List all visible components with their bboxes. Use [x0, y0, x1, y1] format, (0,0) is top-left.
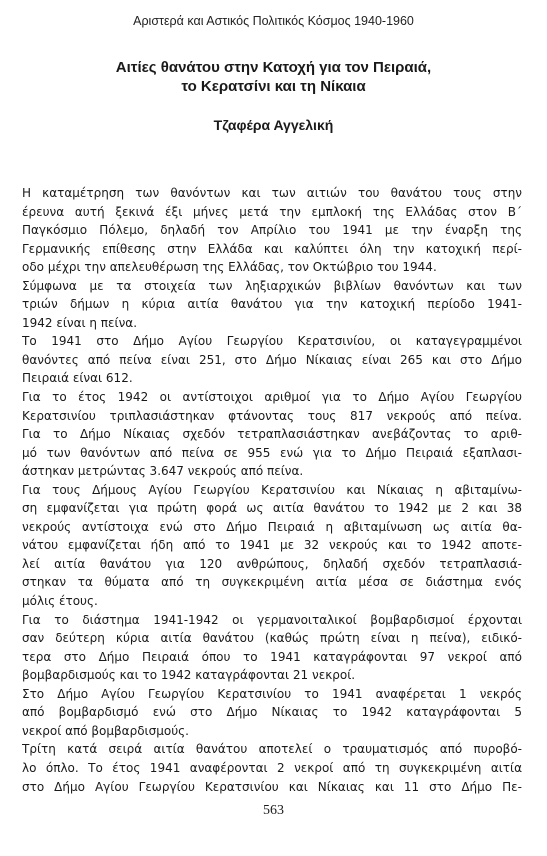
- text-line: τριών δήμων η κύρια αιτία θανάτου για την κατοχική περίοδο 1941-: [22, 297, 522, 312]
- running-header: Αριστερά και Αστικός Πολιτικός Κόσμος 1940-1960: [133, 14, 414, 28]
- text-line: 1942 είναι η πείνα.: [22, 315, 138, 330]
- body-text: [22, 184, 522, 796]
- text-line: Για το έτος 1942 οι αντίστοιχοι αριθμοί για το Δήμο Αγίου Γεωργίου: [22, 390, 522, 405]
- text-line: Το 1941 στο Δήμο Αγίου Γεωργίου Κερατσινίου, οι καταγεγραμμένοι: [22, 334, 522, 349]
- text-line: Στο Δήμο Αγίου Γεωργίου Κερατσινίου το 1941 αναφέρεται 1 νεκρός: [22, 686, 522, 701]
- text-line: Παγκόσμιο Πόλεμο, δηλαδή τον Απρίλιο του 1941 με την έναρξη της: [22, 223, 522, 238]
- text-line: Πειραιά είναι 612.: [22, 371, 133, 386]
- text-line: άστηκαν μετρώντας 3.647 νεκρούς από πείνα.: [22, 464, 304, 479]
- text-line: λεί αιτία θανάτου για 120 ανθρώπους, δηλαδή σχεδόν τετραπλασιά-: [22, 556, 522, 571]
- text-line: σαν δεύτερη κύρια αιτία θανάτου (καθώς πρώτη είναι η πείνα), ειδικό-: [22, 631, 522, 646]
- text-line: Γερμανικής επίθεσης στην Ελλάδα και καλύπτει όλη την κατοχική περί-: [22, 241, 522, 256]
- text-line: Για το διάστημα 1941-1942 οι γερμανοιταλικοί βομβαρδισμοί έρχονται: [22, 612, 522, 627]
- article-title: [0, 58, 547, 96]
- article-title-line-2: το Κερατσίνι και τη Νίκαια: [181, 78, 366, 95]
- text-line: νεκρούς αντίστοιχα ενώ στο Δήμο Πειραιά η αβιταμίνωση ως αιτία θα-: [22, 519, 522, 534]
- page-number: 563: [263, 803, 284, 818]
- text-line: μόλις έτους.: [22, 594, 98, 609]
- text-line: θανόντες από πείνα είναι 251, στο Δήμο Νίκαιας είναι 265 και στο Δήμο: [22, 352, 522, 367]
- text-line: στηκαν τα θύματα από τη συγκεκριμένη αιτία μέσα σε διάστημα ενός: [22, 575, 522, 590]
- text-line: βομβαρδισμούς και το 1942 καταγράφονται 21 νεκροί.: [22, 668, 356, 683]
- text-line: στο Δήμο Αγίου Γεωργίου Κερατσινίου και Νίκαιας και 11 στο Δήμο Πε-: [22, 779, 522, 794]
- text-line: οδο μέχρι την απελευθέρωση της Ελλάδας, τον Οκτώβριο του 1944.: [22, 260, 437, 275]
- text-line: νεκροί από βομβαρδισμούς.: [22, 723, 189, 738]
- text-line: Για τους Δήμους Αγίου Γεωργίου Κερατσινίου και Νίκαιας η αβιταμίνω-: [22, 482, 522, 497]
- text-line: Η καταμέτρηση των θανόντων και των αιτιών του θανάτου τους στην: [22, 186, 522, 200]
- text-line: νάτου εμφανίζεται ήδη από το 1941 με 32 νεκρούς και το 1942 αποτε-: [22, 538, 522, 553]
- author-name: Τζαφέρα Αγγελική: [213, 117, 334, 133]
- text-line: μό των θανόντων από πείνα σε 955 ενώ για το Δήμο Πειραιά εξαπλασι-: [22, 445, 522, 460]
- text-line: ση εμφανίζεται για πρώτη φορά ως αιτία θανάτου το 1942 με 2 και 38: [22, 501, 522, 516]
- article-title-line-1: Αιτίες θανάτου στην Κατοχή για τον Πειραιά,: [115, 59, 432, 76]
- text-line: Σύμφωνα με τα στοιχεία των ληξιαρχικών βιβλίων θανόντων και των: [22, 278, 522, 293]
- text-line: Τρίτη κατά σειρά αιτία θανάτου αποτελεί ο τραυματισμός από πυροβό-: [22, 742, 522, 757]
- text-line: από βομβαρδισμό ενώ στο Δήμο Νίκαιας το 1942 καταγράφονται 5: [22, 705, 522, 720]
- text-line: λο όπλο. Το έτος 1941 αναφέρονται 2 νεκροί από τη συγκεκριμένη αιτία: [22, 760, 522, 775]
- text-line: έρευνα αυτή ξεκινά έξι μήνες μετά την εμπλοκή της Ελλάδας στον Β΄: [22, 204, 522, 219]
- text-line: τερα στο Δήμο Πειραιά όπου το 1941 καταγράφονται 97 νεκροί από: [22, 649, 522, 664]
- text-line: Για το Δήμο Νίκαιας σχεδόν τετραπλασιάστηκαν ανεβάζοντας το αριθ-: [22, 427, 522, 442]
- text-line: Κερατσινίου τριπλασιάστηκαν φτάνοντας τους 817 νεκρούς από πείνα.: [22, 408, 522, 423]
